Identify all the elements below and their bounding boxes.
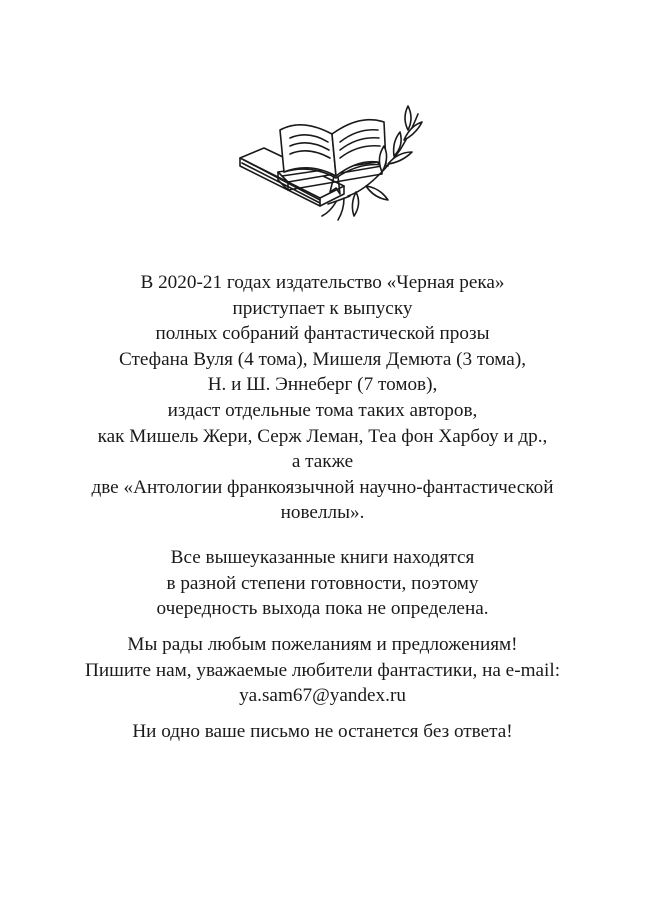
closing-line: Ни одно ваше письмо не останется без ответа! xyxy=(132,721,513,742)
announcement-line: В 2020-21 годах издательство «Черная река» xyxy=(140,272,505,293)
announcement-line: полных собраний фантастической прозы xyxy=(155,323,490,345)
announcement-line: Н. и Ш. Эннеберг (7 томов), xyxy=(207,374,438,396)
status-note-line: Все вышеуказанные книги находятся xyxy=(170,547,475,568)
open-book-on-stack-with-leaves-icon xyxy=(232,100,428,230)
announcement-line: а также xyxy=(291,451,354,473)
announcement-line: издаст отдельные тома таких авторов, xyxy=(167,399,478,421)
contact-line: Пишите нам, уважаемые любители фантастики, на e-mail: xyxy=(84,659,561,681)
announcement-paragraph xyxy=(20,270,625,526)
contact-paragraph xyxy=(20,632,625,709)
contact-email: ya.sam67@yandex.ru xyxy=(239,685,406,707)
status-note-line: в разной степени готовности, поэтому xyxy=(166,572,479,594)
announcement-line: новеллы». xyxy=(280,502,365,524)
status-note-paragraph xyxy=(20,545,625,622)
status-note-line: очередность выхода пока не определена. xyxy=(156,598,489,620)
announcement-line: как Мишель Жери, Серж Леман, Теа фон Харбоу и др., xyxy=(97,425,548,447)
announcement-line: Стефана Вуля (4 тома), Мишеля Демюта (3 тома), xyxy=(118,348,527,370)
closing-paragraph xyxy=(20,719,625,745)
announcement-line: приступает к выпуску xyxy=(232,297,413,319)
contact-line: Мы рады любым пожеланиям и предложениям! xyxy=(127,634,518,655)
announcement-line: две «Антологии франкоязычной научно-фантастической xyxy=(91,476,554,498)
